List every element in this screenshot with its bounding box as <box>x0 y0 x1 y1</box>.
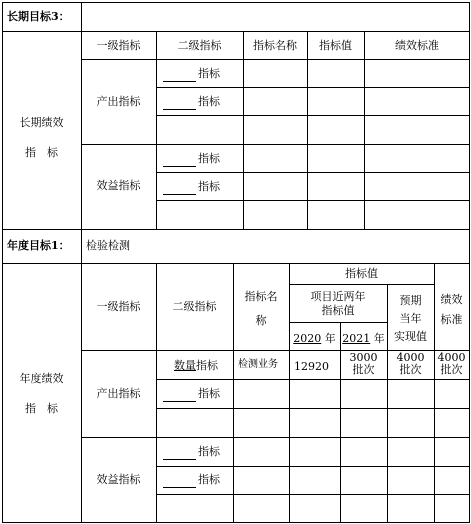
long-term-goal-label: 长期目标3： <box>7 10 70 23</box>
annual-row1-value-2020: 12920 <box>294 360 329 373</box>
annual-row1-indicator-name: 检测业务 <box>238 359 278 370</box>
annual-goal-label: 年度目标1： <box>7 239 70 252</box>
header-level2: 二级指标 <box>177 39 222 52</box>
header-level1: 一级指标 <box>96 39 141 52</box>
annual-header-level1: 一级指标 <box>96 300 141 313</box>
header-indicator-value: 指标值 <box>319 39 352 52</box>
annual-header-year-2020: 2020 年 <box>293 332 336 345</box>
long-term-section-label: 长期绩效 指 标 <box>19 116 64 159</box>
annual-row1-expected-value: 4000 批次 <box>396 351 425 376</box>
annual-header-recent-two-years: 项目近两年 指标值 <box>310 290 366 317</box>
long-term-output-label: 产出指标 <box>96 95 141 108</box>
annual-output-label: 产出指标 <box>96 387 141 400</box>
annual-section-label: 年度绩效 指 标 <box>19 372 64 415</box>
annual-benefit-label: 效益指标 <box>96 473 141 486</box>
long-term-benefit-label: 效益指标 <box>96 179 141 192</box>
header-indicator-name: 指标名称 <box>253 39 297 52</box>
annual-header-indicator-value: 指标值 <box>345 267 378 280</box>
annual-row1-performance-standard: 4000 批次 <box>437 351 466 376</box>
annual-output-indicator-quantity: 数量指标 <box>174 359 218 372</box>
annual-header-indicator-name: 指标名 称 <box>244 290 278 327</box>
annual-header-performance-standard: 绩效 标准 <box>440 293 463 326</box>
annual-goal-value: 检验检测 <box>86 239 130 252</box>
annual-header-level2: 二级指标 <box>172 300 217 313</box>
header-performance-standard: 绩效标准 <box>395 39 439 52</box>
annual-header-expected-value: 预期 当年 实现值 <box>394 294 427 343</box>
annual-header-year-2021: 2021 年 <box>342 332 385 345</box>
annual-row1-value-2021: 3000 批次 <box>349 351 378 376</box>
